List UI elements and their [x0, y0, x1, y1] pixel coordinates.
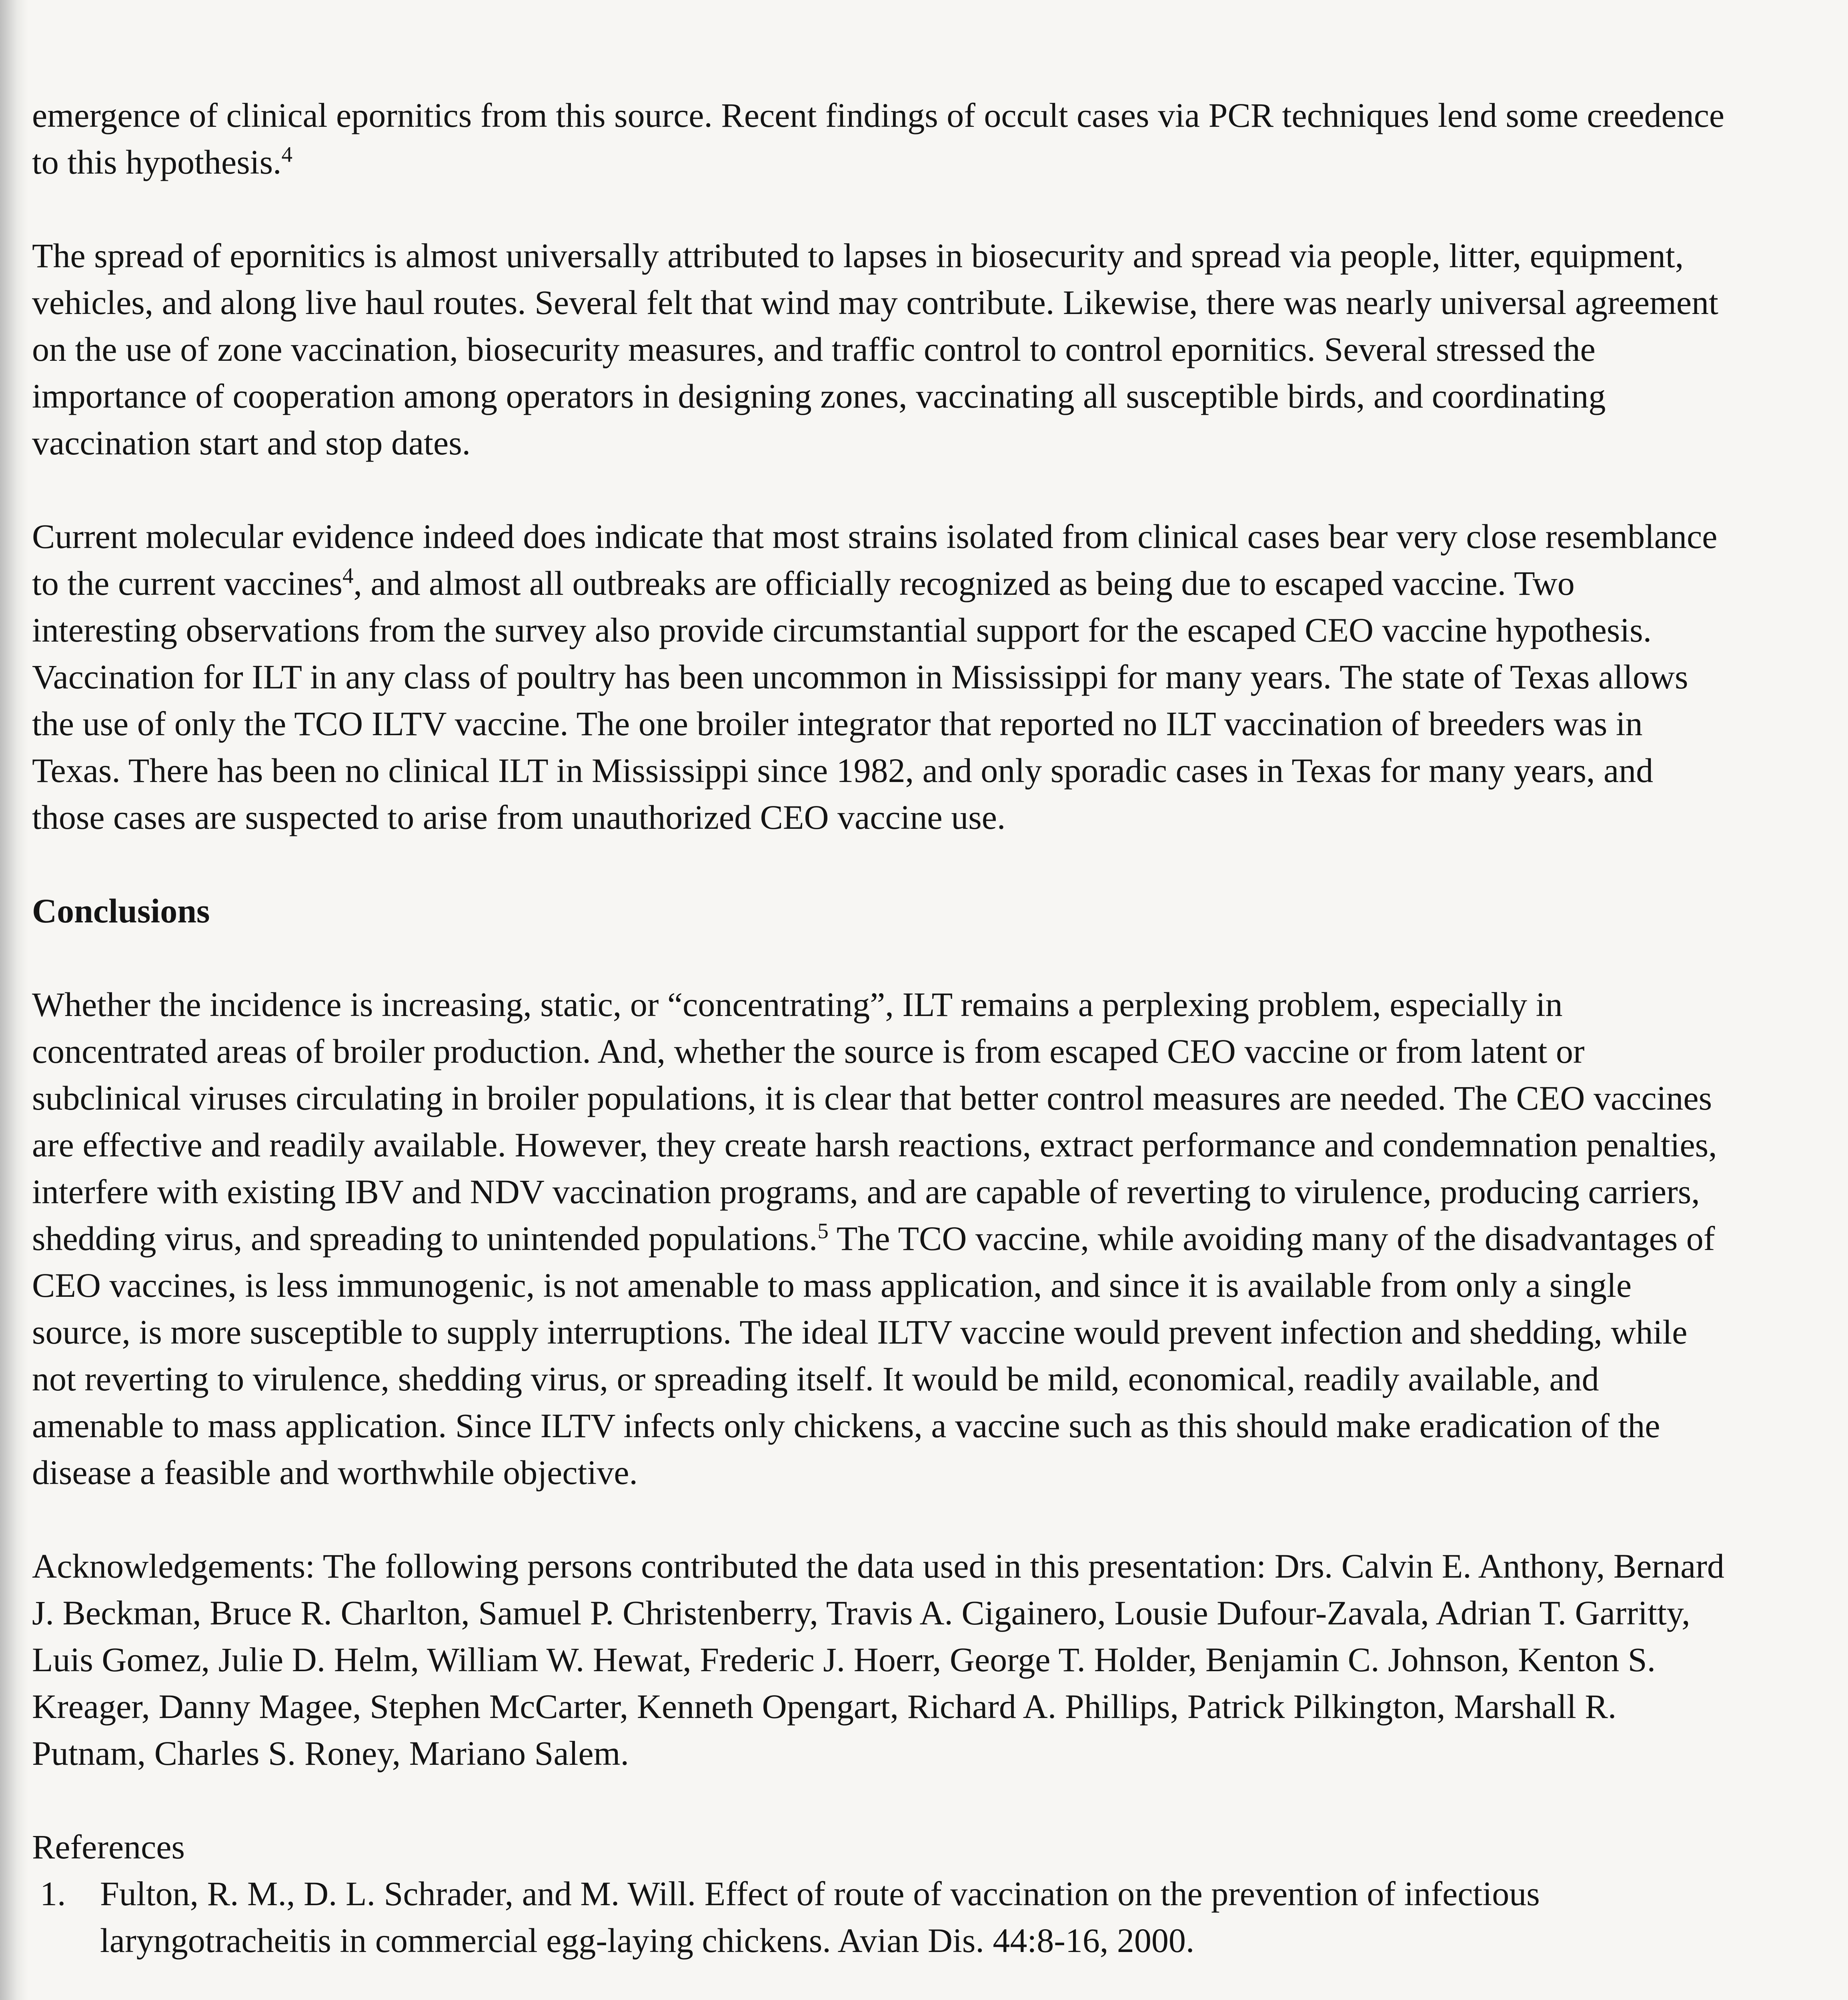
- spacer: [32, 1964, 1728, 2000]
- paragraph-text: emergence of clinical epornitics from this source. Recent findings of occult cases via PCR techniques lend some creedence to this hypothesis.: [32, 96, 1725, 181]
- citation-superscript: 5: [817, 1218, 829, 1243]
- paragraph-spread: [32, 232, 1728, 466]
- paragraph-hypothesis: [32, 92, 1728, 186]
- paragraph-molecular-evidence: [32, 513, 1728, 841]
- citation-superscript: 4: [281, 142, 293, 167]
- reference-item: [32, 1870, 1728, 1964]
- page-edge-shadow: [0, 0, 28, 2000]
- acknowledgements-paragraph: Acknowledgements: The following persons contributed the data used in this presentation: Drs. Calvin E. Anthony, Bernard J. Beckman, Bruce R. Charlton, Samuel P. Christenberry, Travis A. Cigainero, Lousie Dufour-Zavala, Adrian T. Garritty, Luis Gomez, Julie D. Helm, William W. Hewat, Frederic J. Hoerr, George T. Holder, Benjamin C. Johnson, Kenton S. Kreager, Danny Magee, Stephen McCarter, Kenneth Opengart, Richard A. Phillips, Patrick Pilkington, Marshall R. Putnam, Charles S. Roney, Mariano Salem.: [32, 1547, 1724, 1772]
- paragraph-text: Whether the incidence is increasing, static, or “concentrating”, ILT remains a perplexing problem, especially in concentrated areas of broiler production. And, whether the source is from escaped CEO vaccine or from latent or subclinical viruses circulating in broiler populations, it is clear that better control measures are needed. The CEO vaccines are effective and readily available. However, they create harsh reactions, extract performance and condemnation penalties, interfere with existing IBV and NDV vaccination programs, and are capable of reverting to virulence, producing carriers, shedding virus, and spreading to unintended populations.: [32, 985, 1717, 1258]
- citation-superscript: 4: [342, 563, 354, 588]
- paragraph-text: The TCO vaccine, while avoiding many of the disadvantages of CEO vaccines, is less immunogenic, is not amenable to mass application, and since it is available from only a single source, is more susceptible to supply interruptions. The ideal ILTV vaccine would prevent infection and shedding, while not reverting to virulence, shedding virus, or spreading itself. It would be mild, economical, readily available, and amenable to mass application. Since ILTV infects only chickens, a vaccine such as this should make eradication of the disease a feasible and worthwhile objective.: [32, 1219, 1715, 1492]
- paragraph-text: , and almost all outbreaks are officially recognized as being due to escaped vaccine. Two interesting observations from the survey also provide circumstantial support for the escaped CEO vaccine hypothesis. Vaccination for ILT in any class of poultry has been uncommon in Mississippi for many years. The state of Texas allows the use of only the TCO ILTV vaccine. The one broiler integrator that reported no ILT vaccination of breeders was in Texas. There has been no clinical ILT in Mississippi since 1982, and only sporadic cases in Texas for many years, and those cases are suspected to arise from unauthorized CEO vaccine use.: [32, 564, 1688, 836]
- conclusions-heading: Conclusions: [32, 892, 210, 930]
- paragraph-conclusions: [32, 981, 1728, 1496]
- reference-text: Fulton, R. M., D. L. Schrader, and M. Will. Effect of route of vaccination on the prevention of infectious laryngotracheitis in commercial egg-laying chickens. Avian Dis. 44:8-16, 2000.: [100, 1874, 1540, 1960]
- paragraph-text: Current molecular evidence indeed does indicate that most strains isolated from clinical cases bear very close resemblance to the current vaccines: [32, 517, 1718, 602]
- document-body: [32, 92, 1728, 2000]
- reference-number: 1.: [40, 1874, 66, 1913]
- references-heading: References: [32, 1828, 185, 1866]
- paragraph-text: The spread of epornitics is almost universally attributed to lapses in biosecurity and spread via people, litter, equipment, vehicles, and along live haul routes. Several felt that wind may contribute. Likewise, there was nearly universal agreement on the use of zone vaccination, biosecurity measures, and traffic control to control epornitics. Several stressed the importance of cooperation among operators in designing zones, vaccinating all susceptible birds, and coordinating vaccination start and stop dates.: [32, 236, 1718, 462]
